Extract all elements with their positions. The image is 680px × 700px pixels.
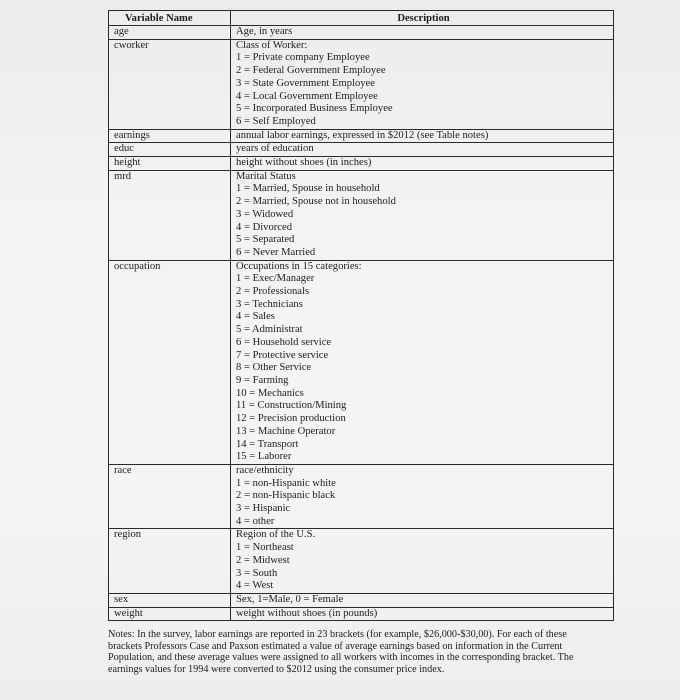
description-line: height without shoes (in inches) xyxy=(236,157,372,169)
description-line: 3 = Hispanic xyxy=(236,503,291,515)
description-line: 6 = Self Employed xyxy=(236,115,316,127)
description-line: 6 = Household service xyxy=(236,336,332,348)
description-line: Age, in years xyxy=(236,26,293,37)
description-line: 8 = Other Service xyxy=(236,362,312,374)
description-line: 3 = Technicians xyxy=(236,298,303,310)
description-line: 5 = Separated xyxy=(236,234,295,246)
description-line: 4 = West xyxy=(236,580,274,592)
description-line: 5 = Administrat xyxy=(236,324,303,336)
table-row xyxy=(109,129,614,143)
description-line: 10 = Mechanics xyxy=(236,387,304,399)
variable-name-cell: cworker xyxy=(109,39,231,129)
description-line: 2 = Professionals xyxy=(236,286,310,298)
description-line: 6 = Never Married xyxy=(236,246,316,258)
table-notes: Notes: In the survey, labor earnings are reported in 23 brackets (for example, $26,000-$30,00). For each of these brackets Professors Case and Paxson estimated a value of average earnings based on information in the Current Population, and these average values were assigned to all workers with incomes in the corresponding bracket. The earnings values for 1994 were converted to $2012 using the consumer price index. xyxy=(108,629,574,675)
description-line: 7 = Protective service xyxy=(236,349,329,361)
description-line: 13 = Machine Operator xyxy=(236,425,336,437)
description-line: 5 = Incorporated Business Employee xyxy=(236,103,393,115)
description-line: 1 = non-Hispanic white xyxy=(236,477,336,489)
description-cell xyxy=(231,593,614,607)
description-header: Description xyxy=(231,11,614,26)
variable-name-header: Variable Name xyxy=(109,11,231,26)
description-line: 2 = Married, Spouse not in household xyxy=(236,196,396,208)
description-line: 2 = Midwest xyxy=(236,554,290,566)
table-row xyxy=(109,529,614,594)
description-line: 4 = Local Government Employee xyxy=(236,90,378,102)
description-line: Class of Worker: xyxy=(236,39,308,51)
description-line: weight without shoes (in pounds) xyxy=(236,607,378,619)
description-line: 1 = Northeast xyxy=(236,542,294,554)
description-cell xyxy=(231,143,614,157)
table-body xyxy=(109,26,614,621)
description-line: years of education xyxy=(236,143,314,155)
description-cell xyxy=(231,129,614,143)
description-line: 4 = other xyxy=(236,515,275,527)
variable-name-cell: race xyxy=(109,464,231,529)
description-line: 2 = non-Hispanic black xyxy=(236,490,336,502)
description-line: Marital Status xyxy=(236,170,296,182)
description-line: 1 = Married, Spouse in household xyxy=(236,183,380,195)
description-line: 3 = South xyxy=(236,567,278,579)
table-row xyxy=(109,464,614,529)
description-line: Sex, 1=Male, 0 = Female xyxy=(236,593,344,605)
description-cell xyxy=(231,157,614,171)
table-row xyxy=(109,143,614,157)
description-line: 14 = Transport xyxy=(236,438,299,450)
description-line: Occupations in 15 categories: xyxy=(236,260,362,272)
description-cell xyxy=(231,529,614,594)
description-line: 11 = Construction/Mining xyxy=(236,400,347,412)
description-line: 9 = Farming xyxy=(236,374,289,386)
description-line: 2 = Federal Government Employee xyxy=(236,65,386,77)
description-line: 1 = Private company Employee xyxy=(236,52,370,64)
description-cell xyxy=(231,170,614,260)
table-row xyxy=(109,157,614,171)
table-row xyxy=(109,607,614,621)
table-row xyxy=(109,170,614,260)
description-cell xyxy=(231,26,614,40)
description-line: 1 = Exec/Manager xyxy=(236,273,315,285)
variable-name-cell: mrd xyxy=(109,170,231,260)
description-cell xyxy=(231,464,614,529)
table-row xyxy=(109,260,614,464)
table-row xyxy=(109,26,614,40)
variable-name-cell: occupation xyxy=(109,260,231,464)
variable-name-cell: height xyxy=(109,157,231,171)
variable-table xyxy=(108,10,614,621)
table-header-row xyxy=(109,11,614,26)
description-line: annual labor earnings, expressed in $2012 (see Table notes) xyxy=(236,129,489,141)
description-cell xyxy=(231,39,614,129)
description-cell xyxy=(231,260,614,464)
variable-name-cell: age xyxy=(109,26,231,40)
variable-name-cell: educ xyxy=(109,143,231,157)
description-line: 4 = Divorced xyxy=(236,221,292,233)
description-line: 3 = State Government Employee xyxy=(236,77,375,89)
table-row xyxy=(109,39,614,129)
variable-name-cell: weight xyxy=(109,607,231,621)
description-line: 3 = Widowed xyxy=(236,208,294,220)
description-cell xyxy=(231,607,614,621)
description-line: 15 = Laborer xyxy=(236,451,292,463)
variable-name-cell: sex xyxy=(109,593,231,607)
description-line: 4 = Sales xyxy=(236,311,275,323)
variable-name-cell: earnings xyxy=(109,129,231,143)
description-line: 12 = Precision production xyxy=(236,413,346,425)
description-line: race/ethnicity xyxy=(236,464,294,476)
table-row xyxy=(109,593,614,607)
variable-name-cell: region xyxy=(109,529,231,594)
description-line: Region of the U.S. xyxy=(236,529,316,541)
